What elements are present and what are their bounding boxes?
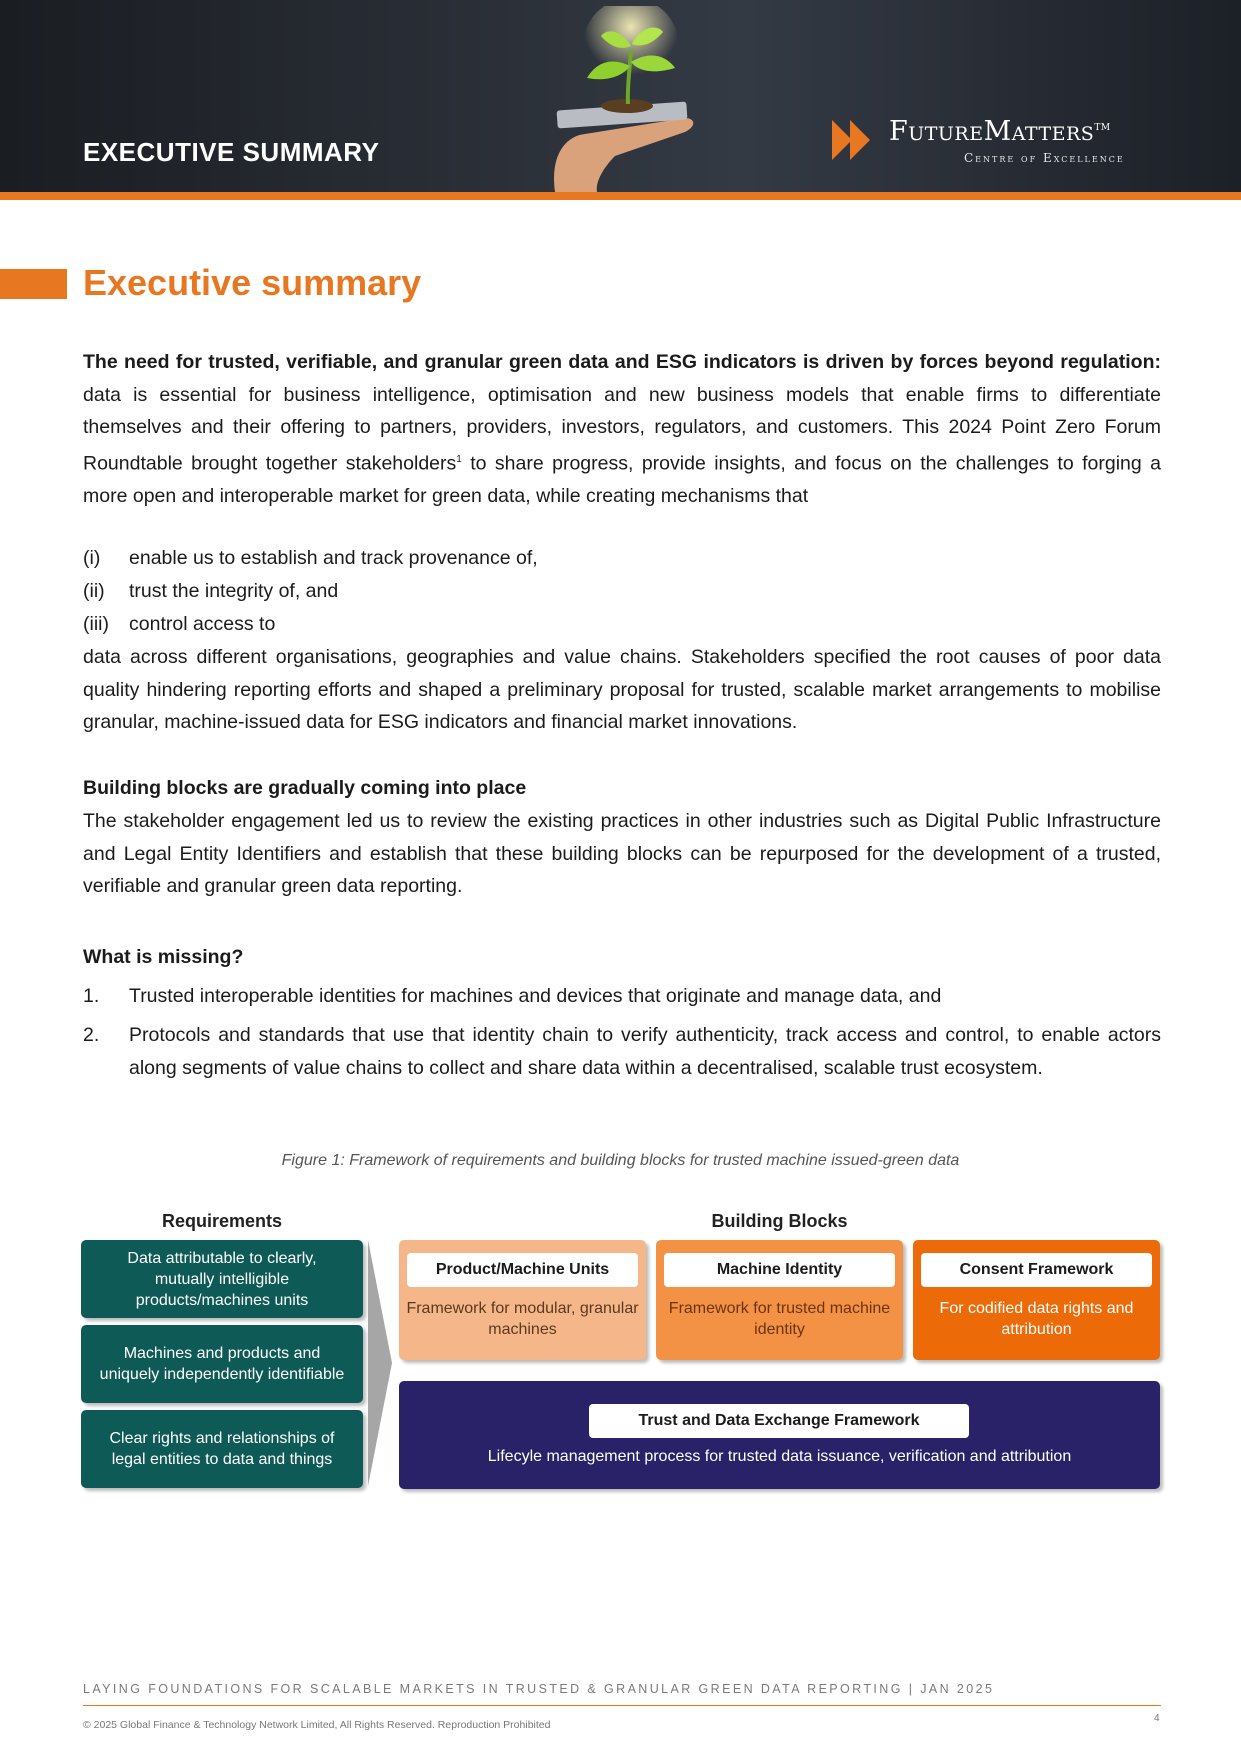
footer-copyright: © 2025 Global Finance & Technology Network Limited, All Rights Reserved. Reproduction Prohibited (83, 1719, 551, 1731)
block-consent-framework (913, 1240, 1160, 1360)
footnote-ref: 1 (456, 454, 462, 466)
intro-lead: The need for trusted, verifiable, and granular green data and ESG indicators is driven by forces beyond regulation: (83, 351, 1161, 373)
requirement-box: Clear rights and relationships of legal entities to data and things (81, 1410, 363, 1488)
block-description: For codified data rights and attribution (939, 1300, 1134, 1338)
list-item: (ii) trust the integrity of, and (83, 580, 339, 602)
block-description: Framework for modular, granular machines (406, 1300, 639, 1338)
list-item: 2. Protocols and standards that use that identity chain to verify authenticity, track access and control, to enable actors along segments of value chains to collect and share data within a decentralised, scalable trust ecosystem. (83, 1024, 1161, 1079)
logo-subtitle: Centre of Excellence (964, 151, 1125, 165)
block-description: Lifecyle management process for trusted data issuance, verification and attribution (487, 1448, 1072, 1465)
page-header (0, 0, 1241, 192)
plant-in-hand-illustration (535, 6, 715, 192)
list-item: (i) enable us to establish and track provenance of, (83, 547, 538, 569)
building-blocks-heading: Building blocks are gradually coming into place (83, 777, 527, 799)
intro-closing: data across different organisations, geographies and value chains. Stakeholders specified the root causes of poor data quality hindering reporting efforts and shaped a preliminary proposal for trusted, scalable market arrangements to mobilise granular, machine-issued data for ESG indicators and financial market innovations. (83, 646, 1161, 734)
flow-arrow-icon (368, 1240, 392, 1486)
building-blocks-text: The stakeholder engagement led us to review the existing practices in other industries such as Digital Public Infrastructure and Legal Entity Identifiers and establish that these building blocks can be repurposed for the development of a trusted, verifiable and granular green data reporting. (83, 810, 1161, 898)
block-trust-data-exchange (399, 1381, 1160, 1489)
figure-caption: Figure 1: Framework of requirements and building blocks for trusted machine issued-green data (281, 1152, 960, 1169)
requirement-box: Data attributable to clearly, mutually intelligible products/machines units (81, 1240, 363, 1318)
block-description: Framework for trusted machine identity (668, 1300, 891, 1338)
logo-wordmark: FutureMatters™ (889, 116, 1111, 147)
section-title: EXECUTIVE SUMMARY (83, 137, 380, 167)
block-title: Consent Framework (921, 1253, 1152, 1287)
title-accent-bar (0, 269, 67, 299)
header-stripe (0, 192, 1241, 200)
block-machine-identity (656, 1240, 903, 1360)
block-title: Machine Identity (664, 1253, 895, 1287)
future-matters-arrows-icon (832, 118, 876, 162)
intro-paragraph: The need for trusted, verifiable, and granular green data and ESG indicators is driven by forces beyond regulation: data is essential for business intelligence, optimisation and new business models that enable firms to differentiate themselves and their offering to partners, providers, investors, regulators, and customers. This 2024 Point Zero Forum Roundtable brought together stakeholders$^1$ to share progress, provide insights, and focus on the challenges to forging a more open and interoperable market for green data, while creating mechanisms that (83, 351, 1161, 508)
block-product-machine-units (399, 1240, 646, 1360)
requirements-heading: Requirements (161, 1211, 283, 1231)
block-title: Trust and Data Exchange Framework (589, 1404, 969, 1438)
page-title: Executive summary (83, 262, 422, 303)
building-blocks-figure-heading: Building Blocks (711, 1211, 848, 1231)
requirement-box: Machines and products and uniquely independently identifiable (81, 1325, 363, 1403)
missing-heading: What is missing? (83, 946, 244, 968)
list-item: 1. Trusted interoperable identities for machines and devices that originate and manage data, and (83, 985, 942, 1007)
footer-title: LAYING FOUNDATIONS FOR SCALABLE MARKETS IN TRUSTED & GRANULAR GREEN DATA REPORTING | JAN 2025 (83, 1682, 995, 1696)
block-title: Product/Machine Units (407, 1253, 638, 1287)
footer-divider (83, 1705, 1161, 1706)
list-item: (iii) control access to (83, 613, 276, 635)
page-number: 4 (1154, 1713, 1160, 1724)
